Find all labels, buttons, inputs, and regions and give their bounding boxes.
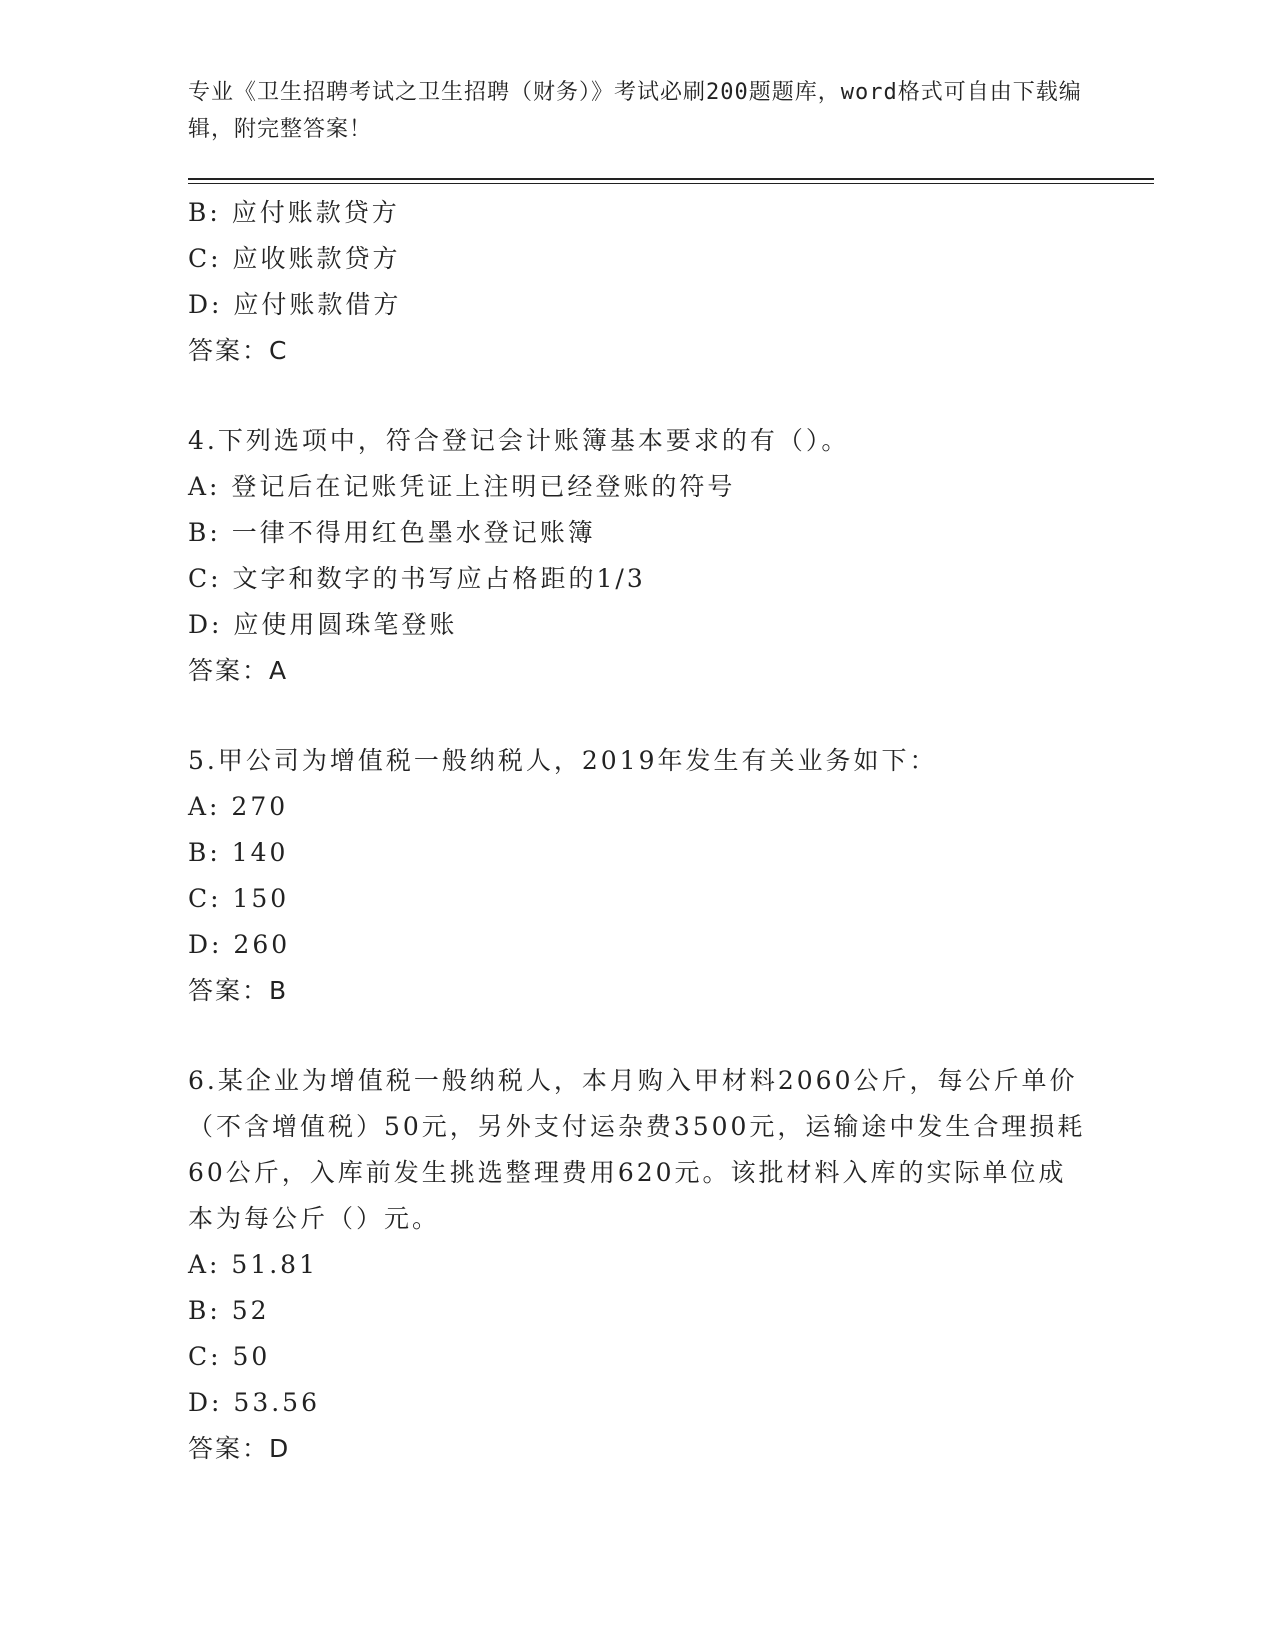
option-d: D: 应付账款借方 (188, 290, 402, 319)
question-block-4 (188, 418, 1088, 694)
answer-line: 答案：D (188, 1434, 291, 1463)
question-block-6 (188, 1058, 1088, 1472)
option-d: D: 应使用圆珠笔登账 (188, 610, 458, 639)
answer-line: 答案：C (188, 336, 289, 365)
question-text: 5.甲公司为增值税一般纳税人，2019年发生有关业务如下： (188, 746, 938, 775)
option-b: B: 52 (188, 1296, 270, 1325)
question-block-3 (188, 190, 1088, 374)
option-a: A: 270 (188, 792, 289, 821)
option-c: C: 应收账款贷方 (188, 244, 401, 273)
question-list (188, 190, 1088, 1472)
option-a: A: 登记后在记账凭证上注明已经登账的符号 (188, 472, 736, 501)
answer-line: 答案：B (188, 976, 289, 1005)
document-header: 专业《卫生招聘考试之卫生招聘（财务）》考试必刷200题题库，word格式可自由下载编辑，附完整答案！ (188, 80, 1082, 142)
option-a: A: 51.81 (188, 1250, 318, 1279)
option-b: B: 140 (188, 838, 289, 867)
option-b: B: 一律不得用红色墨水登记账簿 (188, 518, 596, 547)
option-c: C: 50 (188, 1342, 271, 1371)
question-text: 6.某企业为增值税一般纳税人，本月购入甲材料2060公斤，每公斤单价（不含增值税）50元，另外支付运杂费3500元，运输途中发生合理损耗60公斤，入库前发生挑选整理费用620元。该批材料入库的实际单位成本为每公斤（）元。 (188, 1066, 1086, 1233)
option-d: D: 53.56 (188, 1388, 320, 1417)
answer-line: 答案：A (188, 656, 289, 685)
option-d: D: 260 (188, 930, 291, 959)
option-b: B: 应付账款贷方 (188, 198, 400, 227)
header-divider-thin (188, 183, 1154, 184)
header-divider (188, 178, 1154, 180)
question-block-5 (188, 738, 1088, 1014)
question-text: 4.下列选项中，符合登记会计账簿基本要求的有（）。 (188, 426, 850, 455)
option-c: C: 150 (188, 884, 290, 913)
option-c: C: 文字和数字的书写应占格距的1/3 (188, 564, 646, 593)
